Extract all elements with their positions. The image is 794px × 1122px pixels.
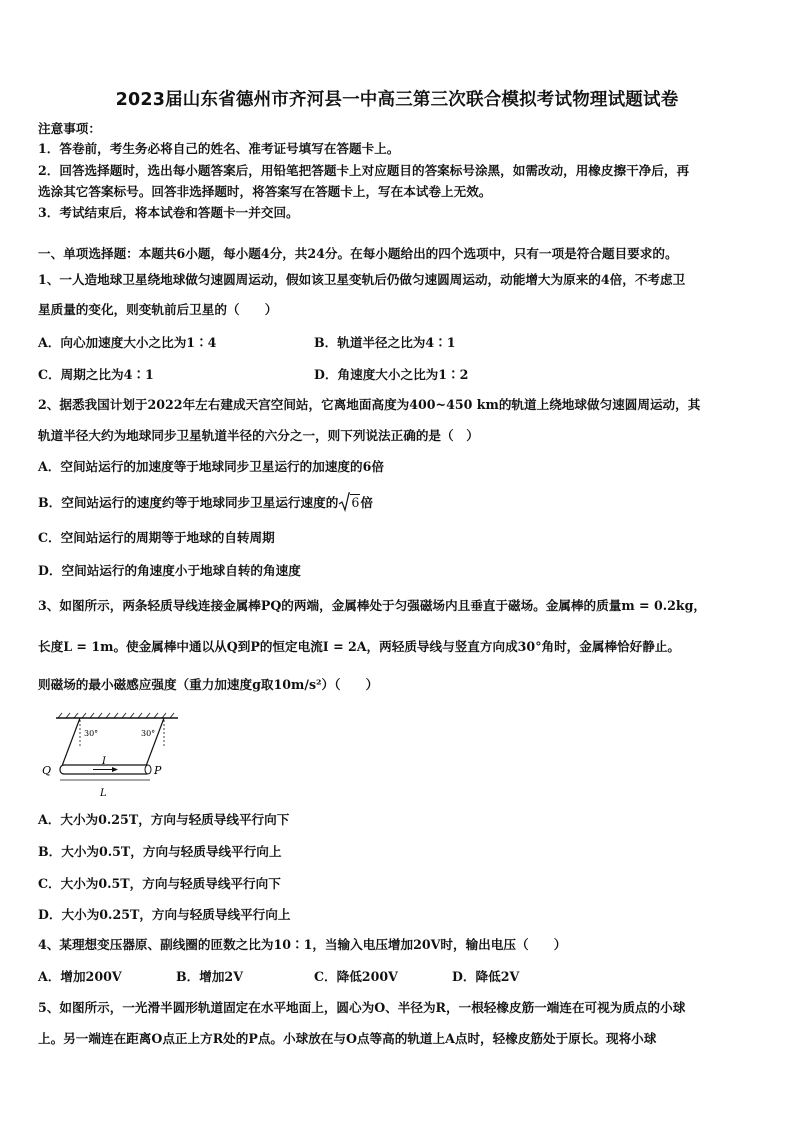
- sqrt-symbol: [338, 492, 360, 512]
- right-wire: [146, 718, 164, 766]
- q3-option-c: C．大小为0.5T，方向与轻质导线平行向下: [38, 876, 281, 891]
- q3-stem-line1: 3、如图所示，两条轻质导线连接金属棒PQ的两端，金属棒处于匀强磁场内且垂直于磁场。金属棒的质量m = 0.2kg，: [38, 598, 707, 613]
- q2-option-d: D．空间站运行的角速度小于地球自转的角速度: [38, 563, 301, 578]
- q1-option-d: D．角速度大小之比为1∶2: [314, 367, 469, 382]
- label-q: Q: [42, 764, 52, 777]
- radical-icon: [338, 492, 350, 512]
- notice-item-3: 3．考试结束后，将本试卷和答题卡一并交回。: [38, 205, 299, 220]
- q5-stem-line2: 上。另一端连在距离O点正上方R处的P点。小球放在与O点等高的轨道上A点时，轻橡皮筋处于原长。现将小球: [38, 1031, 657, 1046]
- q1-option-a: A．向心加速度大小之比为1∶4: [38, 335, 217, 350]
- notice-item-2b: 选涂其它答案标号。回答非选择题时，将答案写在答题卡上，写在本试卷上无效。: [38, 184, 492, 199]
- q2-option-c: C．空间站运行的周期等于地球的自转周期: [38, 530, 275, 545]
- q4-option-d: D．降低2V: [452, 969, 520, 984]
- q3-stem-line3: 则磁场的最小磁感应强度（重力加速度g取10m/s²）（ ）: [38, 677, 379, 692]
- left-wire: [62, 718, 80, 766]
- sqrt-value: 6: [351, 495, 360, 510]
- right-angle-label: 30°: [141, 729, 156, 738]
- q4-option-c: C．降低200V: [314, 969, 398, 984]
- q2-option-b: [38, 492, 768, 512]
- q3-option-d: D．大小为0.25T，方向与轻质导线平行向上: [38, 907, 291, 922]
- q3-figure: [38, 708, 188, 808]
- q1-option-b: B．轨道半径之比为4∶1: [314, 335, 456, 350]
- q1-stem-line2: 星质量的变化，则变轨前后卫星的（ ）: [38, 302, 278, 317]
- section-heading: 一、单项选择题：本题共6小题，每小题4分，共24分。在每小题给出的四个选项中，只有一项是符合题目要求的。: [38, 246, 678, 261]
- q3-option-b: B．大小为0.5T，方向与轻质导线平行向上: [38, 844, 282, 859]
- q2-option-b-suffix: 倍: [360, 495, 373, 510]
- q2-stem-line1: 2、据悉我国计划于2022年左右建成天宫空间站，它离地面高度为400~450 km的轨道上绕地球做匀速圆周运动，其: [38, 397, 701, 412]
- q4-stem: 4、某理想变压器原、副线圈的匝数之比为10∶1，当输入电压增加20V时，输出电压（ ）: [38, 937, 567, 952]
- q4-option-a: A．增加200V: [38, 969, 122, 984]
- label-p: P: [154, 764, 162, 777]
- left-angle-label: 30°: [84, 729, 99, 738]
- q1-option-c: C．周期之比为4∶1: [38, 367, 154, 382]
- length-label: L: [100, 788, 107, 799]
- q2-stem-line2: 轨道半径大约为地球同步卫星轨道半径的六分之一，则下列说法正确的是（ ）: [38, 428, 479, 443]
- q3-stem-line2: 长度L = 1m。使金属棒中通以从Q到P的恒定电流I = 2A，两轻质导线与竖直方向成30°角时，金属棒恰好静止。: [38, 639, 681, 654]
- q2-option-b-text: B．空间站运行的速度约等于地球同步卫星运行速度的: [38, 495, 339, 510]
- notice-heading: 注意事项：: [38, 121, 101, 136]
- notice-item-2a: 2．回答选择题时，选出每小题答案后，用铅笔把答题卡上对应题目的答案标号涂黑，如需改动，用橡皮擦干净后，再: [38, 163, 690, 178]
- q3-option-a: A．大小为0.25T，方向与轻质导线平行向下: [38, 812, 290, 827]
- rod-end-p: [145, 765, 151, 774]
- notice-item-1: 1．答卷前，考生务必将自己的姓名、准考证号填写在答题卡上。: [38, 141, 400, 156]
- q2-option-a: A．空间站运行的加速度等于地球同步卫星运行的加速度的6倍: [38, 459, 384, 474]
- q1-stem-line1: 1、一人造地球卫星绕地球做匀速圆周运动，假如该卫星变轨后仍做匀速圆周运动，动能增大为原来的4倍，不考虑卫: [38, 272, 686, 287]
- q5-stem-line1: 5、如图所示，一光滑半圆形轨道固定在水平地面上，圆心为O、半径为R，一根轻橡皮筋一端连在可视为质点的小球: [38, 1000, 686, 1015]
- current-label: I: [102, 756, 106, 767]
- q4-option-b: B．增加2V: [176, 969, 243, 984]
- exam-title: 2023届山东省德州市齐河县一中高三第三次联合模拟考试物理试题试卷: [115, 90, 679, 110]
